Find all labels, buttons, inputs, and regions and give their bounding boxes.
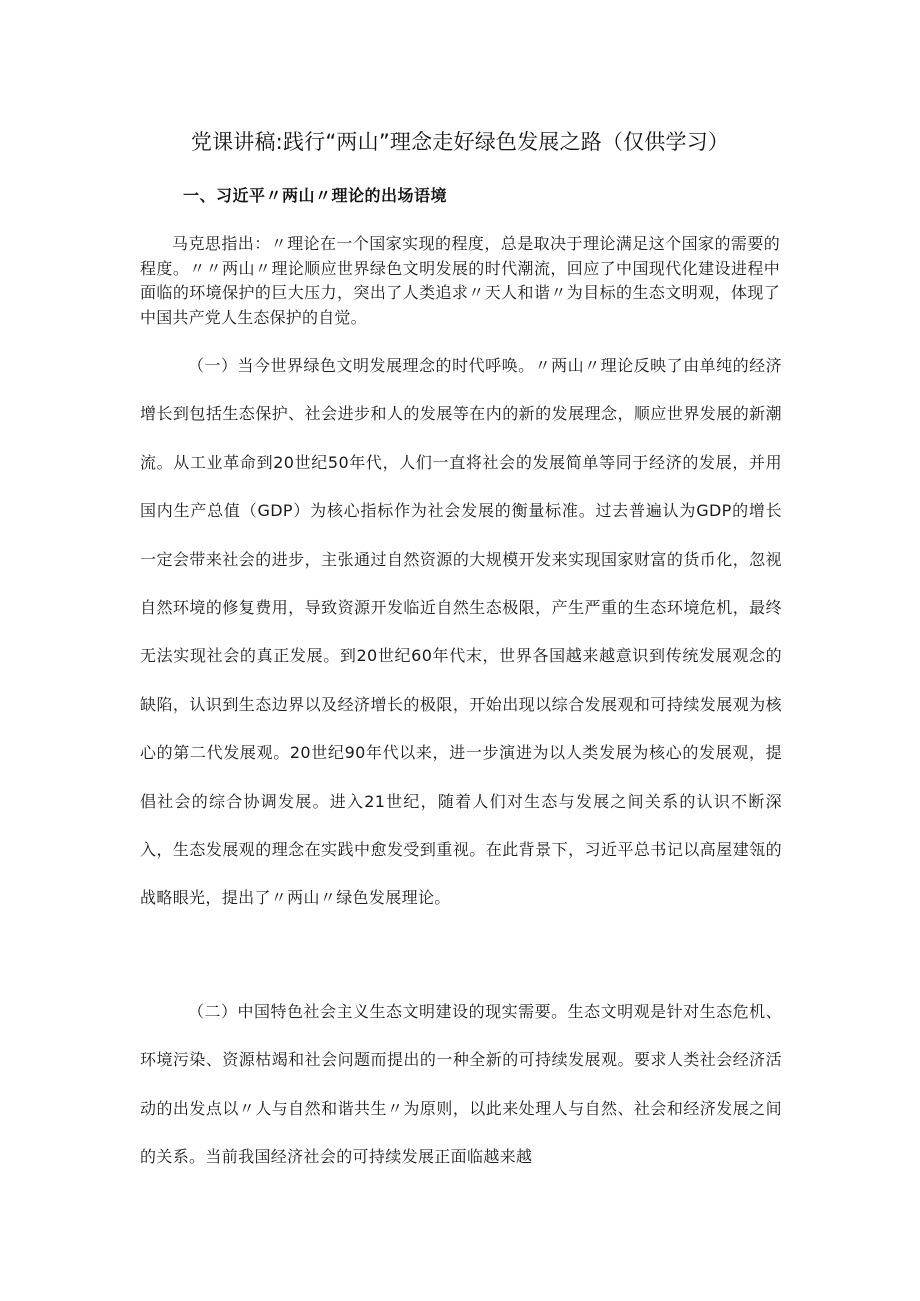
intro-paragraph: 马克思指出：〃理论在一个国家实现的程度，总是取决于理论满足这个国家的需要的程度。〃〃两山〃理论顺应世界绿色文明发展的时代潮流，回应了中国现代化建设进程中面临的环境保护的巨大压力，突出了人类追求〃天人和谐〃为目标的生态文明观，体现了中国共产党人生态保护的自觉。	[140, 234, 780, 327]
document-title: 党课讲稿:践行“两山”理念走好绿色发展之路（仅供学习）	[190, 130, 730, 154]
section-heading: 一、习近平〃两山〃理论的出场语境	[183, 186, 448, 205]
body-paragraph-1: （一）当今世界绿色文明发展理念的时代呼唤。〃两山〃理论反映了由单纯的经济增长到包括生态保护、社会进步和人的发展等在内的新的发展理念，顺应世界发展的新潮流。从工业革命到20世纪50年代，人们一直将社会的发展简单等同于经济的发展，并用国内生产总值（GDP）为核心指标作为社会发展的衡量标准。过去普遍认为GDP的增长一定会带来社会的进步，主张通过自然资源的大规模开发来实现国家财富的货币化，忽视自然环境的修复费用，导致资源开发临近自然生态极限，产生严重的生态环境危机，最终无法实现社会的真正发展。到20世纪60年代末，世界各国越来越意识到传统发展观念的缺陷，认识到生态边界以及经济增长的极限，开始出现以综合发展观和可持续发展观为核心的第二代发展观。20世纪90年代以来，进一步演进为以人类发展为核心的发展观，提倡社会的综合协调发展。进入21世纪，随着人们对生态与发展之间关系的认识不断深入，生态发展观的理念在实践中愈发受到重视。在此背景下，习近平总书记以高屋建瓴的战略眼光，提出了〃两山〃绿色发展理论。	[140, 356, 782, 908]
body-paragraph-2: （二）中国特色社会主义生态文明建设的现实需要。生态文明观是针对生态危机、环境污染、资源枯竭和社会问题而提出的一种全新的可持续发展观。要求人类社会经济活动的出发点以〃人与自然和谐共生〃为原则，以此来处理人与自然、社会和经济发展之间的关系。当前我国经济社会的可持续发展正面临越来越	[140, 1002, 782, 1167]
